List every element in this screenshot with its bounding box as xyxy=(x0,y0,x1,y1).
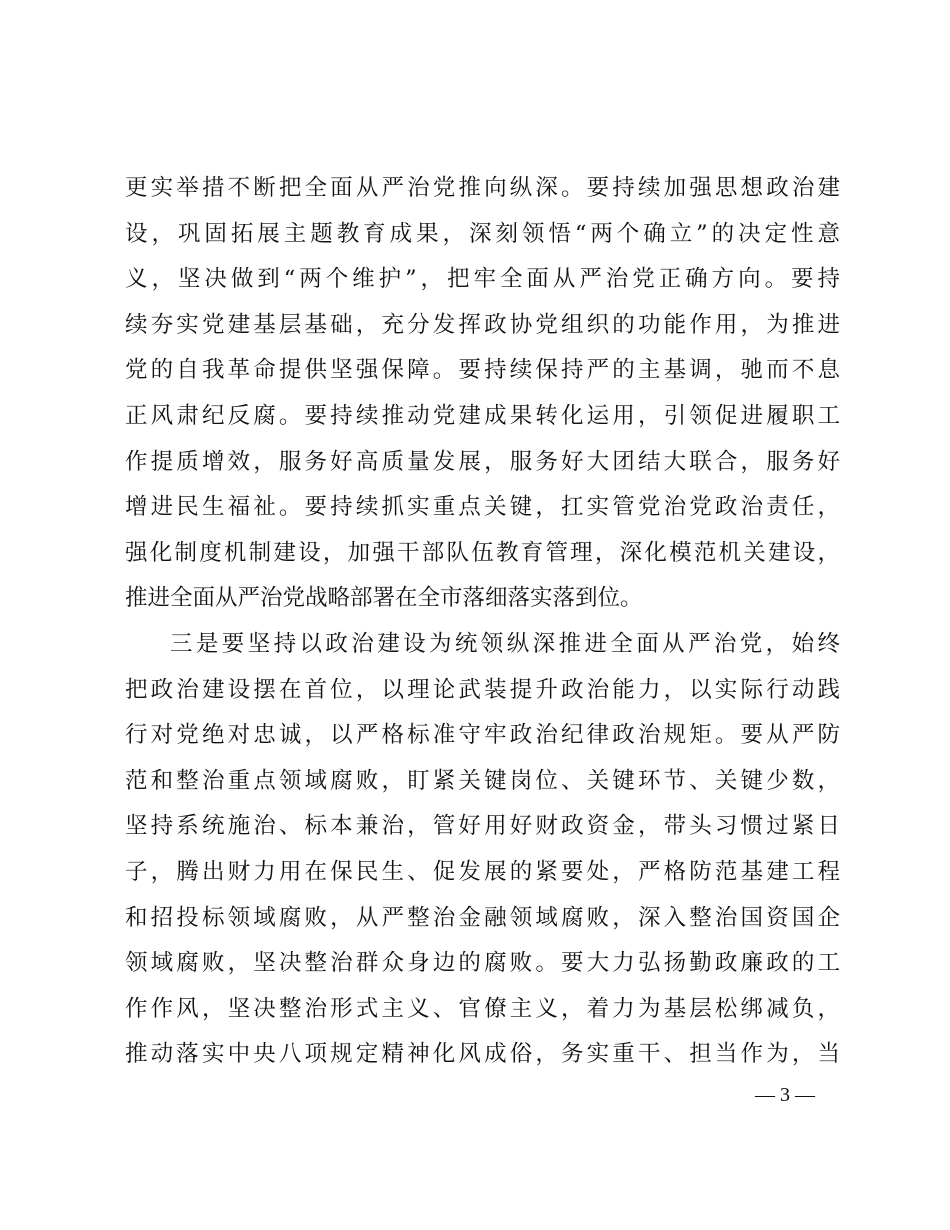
text-line: 作提质增效，服务好高质量发展，服务好大团结大联合，服务好 xyxy=(125,448,840,475)
text-line: 更实举措不断把全面从严治党推向纵深。要持续加强思想政治建 xyxy=(125,175,840,201)
text-line: 正风肃纪反腐。要持续推动党建成果转化运用，引领促进履职工 xyxy=(125,402,840,429)
text-line: 子，腾出财力用在保民生、促发展的紧要处，严格防范基建工程 xyxy=(125,858,840,885)
paragraph-2 xyxy=(125,622,840,1078)
paragraph-1 xyxy=(125,166,840,622)
text-line: 增进民生福祉。要持续抓实重点关键，扛实管党治党政治责任， xyxy=(125,494,840,521)
text-line: 强化制度机制建设，加强干部队伍教育管理，深化模范机关建设， xyxy=(125,539,840,566)
text-line: 和招投标领域腐败，从严整治金融领域腐败，深入整治国资国企 xyxy=(125,904,840,931)
text-line: 推进全面从严治党战略部署在全市落细落实落到位。 xyxy=(125,585,643,612)
text-line: 党的自我革命提供坚强保障。要持续保持严的主基调，驰而不息 xyxy=(125,357,840,384)
text-line: 作作风，坚决整治形式主义、官僚主义，着力为基层松绑减负， xyxy=(125,995,840,1022)
text-line: 坚持系统施治、标本兼治，管好用好财政资金，带头习惯过紧日 xyxy=(125,813,840,840)
text-line: 设，巩固拓展主题教育成果，深刻领悟“两个确立”的决定性意 xyxy=(125,220,840,247)
text-line: 推动落实中央八项规定精神化风成俗，务实重干、担当作为，当 xyxy=(125,1041,840,1068)
text-line: 领域腐败，坚决整治群众身边的腐败。要大力弘扬勤政廉政的工 xyxy=(125,950,840,977)
text-line: 义，坚决做到“两个维护”，把牢全面从严治党正确方向。要持 xyxy=(125,266,840,293)
text-line: 续夯实党建基层基础，充分发挥政协党组织的功能作用，为推进 xyxy=(125,311,840,338)
body-text xyxy=(125,166,840,1078)
text-line: 把政治建设摆在首位，以理论武装提升政治能力，以实际行动践 xyxy=(125,676,840,703)
page-number: — 3 — xyxy=(755,1084,815,1106)
text-line: 范和整治重点领域腐败，盯紧关键岗位、关键环节、关键少数， xyxy=(125,767,840,794)
text-line: 行对党绝对忠诚，以严格标准守牢政治纪律政治规矩。要从严防 xyxy=(125,722,840,749)
text-line: 三是要坚持以政治建设为统领纵深推进全面从严治党，始终 xyxy=(170,630,840,657)
